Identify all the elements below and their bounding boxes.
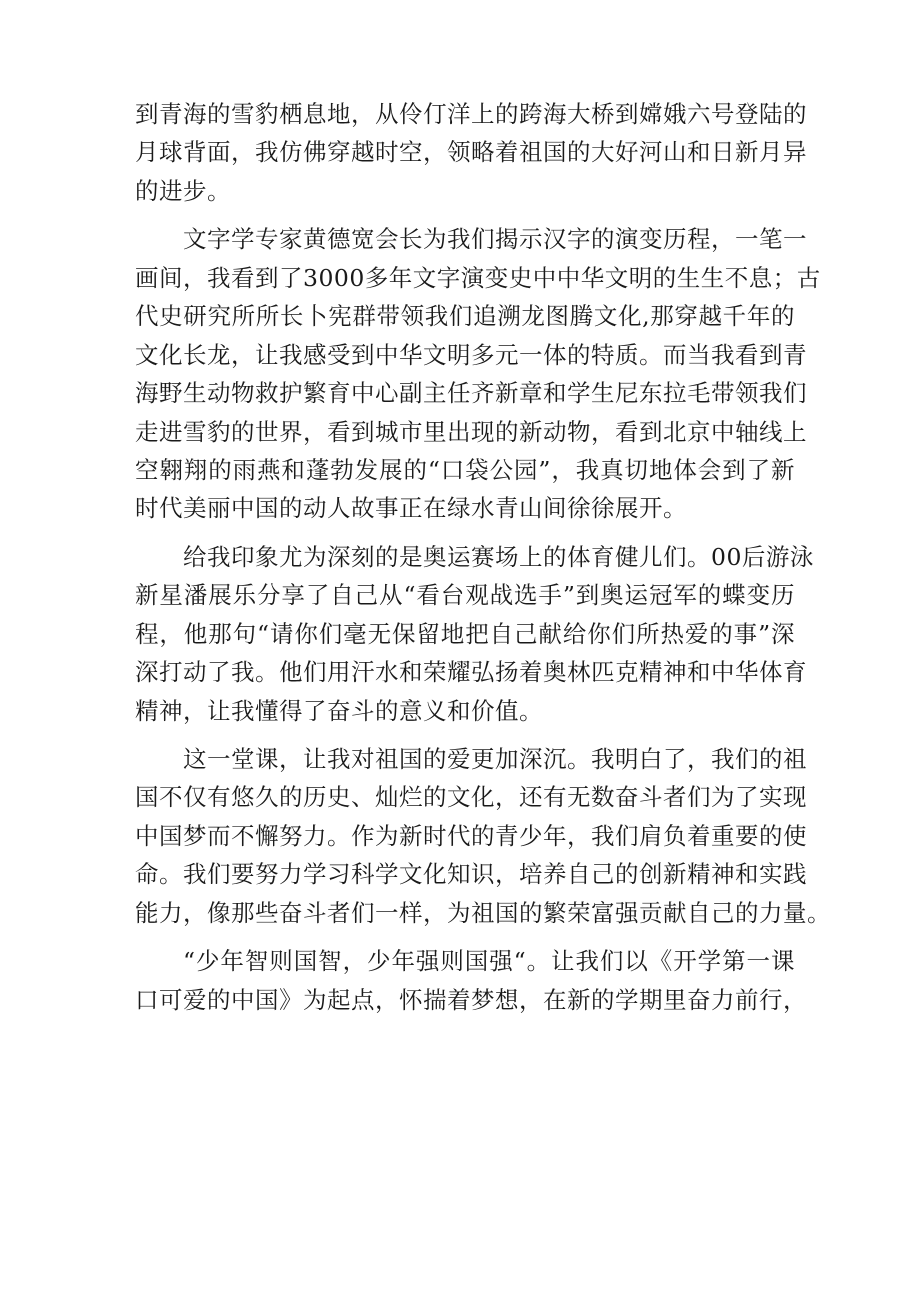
text-line: 时代美丽中国的动人故事正在绿水青山间徐徐展开。 — [135, 494, 687, 523]
text-line: 文字学专家黄德宽会长为我们揭示汉字的演变历程，一笔一 — [183, 225, 807, 254]
text-line: 画间，我看到了3000多年文字演变史中中华文明的生生不息；古 — [135, 263, 821, 292]
text-line: “少年智则国智，少年强则国强“。让我们以《开学第一课 — [183, 947, 795, 976]
text-line: 新星潘展乐分享了自己从“看台观战选手”到奥运冠军的蝶变历 — [135, 581, 795, 610]
text-line: 国不仅有悠久的历史、灿烂的文化，还有无数奋斗者们为了实现 — [135, 783, 807, 812]
text-line: 能力，像那些奋斗者们一样，为祖国的繁荣富强贡献自己的力量。 — [135, 898, 831, 927]
text-line: 深打动了我。他们用汗水和荣耀弘扬着奥林匹克精神和中华体育 — [135, 658, 807, 687]
paragraph-1 — [135, 95, 807, 210]
text-line: 这一堂课，让我对祖国的爱更加深沉。我明白了，我们的祖 — [183, 745, 807, 773]
paragraph-3 — [135, 538, 814, 730]
paragraph-5 — [135, 942, 807, 1019]
text-line: 空翱翔的雨燕和蓬勃发展的“口袋公园”，我真切地体会到了新 — [135, 455, 795, 484]
text-line: 给我印象尤为深刻的是奥运赛场上的体育健儿们。00后游泳 — [183, 542, 814, 571]
text-line: 的进步。 — [135, 176, 231, 205]
text-line: 月球背面，我仿佛穿越时空，领略着祖国的大好河山和日新月异 — [135, 138, 807, 167]
text-line: 海野生动物救护繁育中心副主任齐新章和学生尼东拉毛带领我们 — [135, 379, 807, 408]
body-text — [135, 95, 831, 1019]
text-line: 中国梦而不懈努力。作为新时代的青少年，我们肩负着重要的使 — [135, 821, 807, 850]
text-line: 到青海的雪豹栖息地，从伶仃洋上的跨海大桥到嫦娥六号登陆的 — [135, 100, 807, 128]
text-line: 走进雪豹的世界，看到城市里出现的新动物，看到北京中轴线上 — [135, 417, 807, 446]
paragraph-4 — [135, 740, 831, 932]
text-line: 精神，让我懂得了奋斗的意义和价值。 — [135, 696, 543, 725]
text-line: 代史研究所所长卜宪群带领我们追溯龙图腾文化,那穿越千年的 — [135, 302, 795, 331]
text-line: 口可爱的中国》为起点，怀揣着梦想，在新的学期里奋力前行， — [135, 985, 807, 1014]
text-line: 程，他那句“请你们毫无保留地把自己献给你们所热爱的事”深 — [135, 619, 795, 648]
text-line: 命。我们要努力学习科学文化知识，培养自己的创新精神和实践 — [135, 860, 807, 889]
text-line: 文化长龙，让我感受到中华文明多元一体的特质。而当我看到青 — [135, 340, 807, 369]
paragraph-2 — [135, 220, 821, 528]
